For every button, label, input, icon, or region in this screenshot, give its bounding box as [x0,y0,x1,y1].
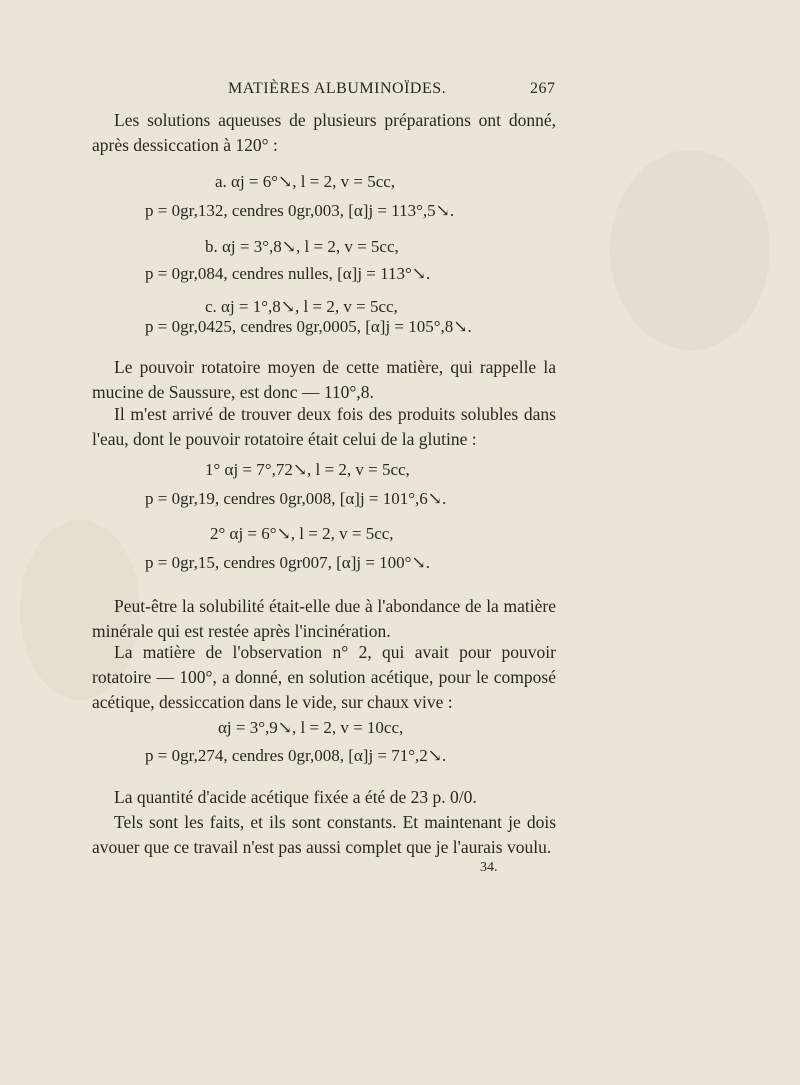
matiere-paragraph [92,640,556,715]
running-header [0,80,800,104]
mucine-text: Le pouvoir rotatoire moyen de cette matière, qui rappelle la mucine de Saussure, est donc — 110°,8. [92,357,556,402]
prep-a-line2: p = 0gr,132, cendres 0gr,003, [α]j = 113°,5↘. [145,201,455,220]
acetic-line2: p = 0gr,274, cendres 0gr,008, [α]j = 71°,2↘. [145,746,447,765]
prep-c-line2: p = 0gr,0425, cendres 0gr,0005, [α]j = 105°,8↘. [145,317,472,336]
prep-c-line1: c. αj = 1°,8↘, l = 2, v = 5cc, [205,297,398,316]
glutine-text: Il m'est arrivé de trouver deux fois des produits solubles dans l'eau, dont le pouvoir rotatoire était celui de la glutine : [92,404,556,449]
prep-b-line2: p = 0gr,084, cendres nulles, [α]j = 113°↘. [145,264,431,283]
solubilite-paragraph [92,594,556,644]
obs-1-line2: p = 0gr,19, cendres 0gr,008, [α]j = 101°,6↘. [145,489,447,508]
paper-stain [610,150,770,350]
conclusion-paragraph [92,810,556,860]
quantite-text: La quantité d'acide acétique fixée a été de 23 p. 0/0. [114,787,477,807]
mucine-paragraph [92,355,556,405]
conclusion-text: Tels sont les faits, et ils sont constants. Et maintenant je dois avouer que ce travail n'est pas aussi complet que je l'aurais voulu. [92,812,556,857]
running-title: MATIÈRES ALBUMINOÏDES. [228,80,447,97]
prep-a-line1: a. αj = 6°↘, l = 2, v = 5cc, [215,172,396,191]
obs-2-line1: 2° αj = 6°↘, l = 2, v = 5cc, [210,524,394,543]
quantite-paragraph [92,785,556,810]
signature-mark: 34. [480,860,498,875]
glutine-paragraph [92,402,556,452]
obs-2-line2: p = 0gr,15, cendres 0gr007, [α]j = 100°↘. [145,553,430,572]
obs-1-line1: 1° αj = 7°,72↘, l = 2, v = 5cc, [205,460,410,479]
intro-text: Les solutions aqueuses de plusieurs préparations ont donné, après dessiccation à 120° : [92,110,556,155]
solubilite-text: Peut-être la solubilité était-elle due à l'abondance de la matière minérale qui est restée après l'incinération. [92,596,556,641]
matiere-text: La matière de l'observation n° 2, qui avait pour pouvoir rotatoire — 100°, a donné, en solution acétique, pour le composé acétique, dessiccation dans le vide, sur chaux vive : [92,642,556,712]
page-number: 267 [530,80,556,97]
prep-b-line1: b. αj = 3°,8↘, l = 2, v = 5cc, [205,237,399,256]
acetic-line1: αj = 3°,9↘, l = 2, v = 10cc, [218,718,404,737]
intro-paragraph [92,108,556,158]
